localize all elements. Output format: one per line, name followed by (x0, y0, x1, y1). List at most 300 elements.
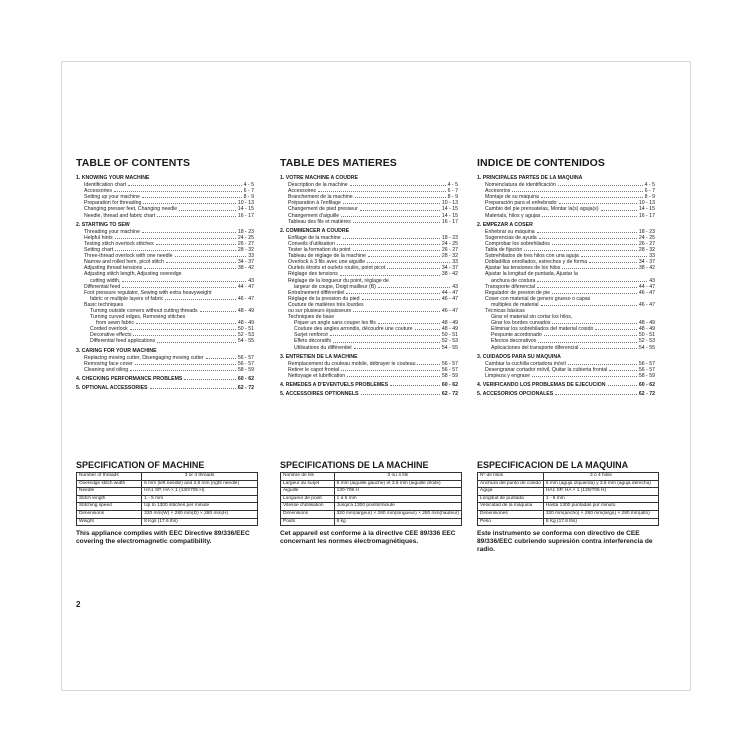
dot-leader (367, 259, 450, 263)
toc-entry-label: 4. CHECKING PERFORMANCE PROBLEMS (76, 375, 183, 382)
toc-entry-label: Narrow and rolled hem, picot stitch (84, 259, 164, 266)
toc-entry-label: Techniques de base (288, 314, 335, 321)
toc-entry-label: Setting up your machine (84, 194, 140, 201)
dot-leader (353, 247, 440, 251)
toc-entry-page: 52 - 53 (638, 338, 655, 345)
toc-entry-page: 46 - 47 (441, 307, 458, 314)
spec-row (281, 495, 462, 503)
toc-entry-label: Entraînement différentiel (288, 289, 345, 296)
toc-entry-page: 56 - 57 (237, 360, 254, 367)
dot-leader (165, 296, 236, 300)
toc-entry-page: 44 - 47 (638, 283, 655, 290)
spec-value: 8 Kgs (17.6 lbs) (142, 518, 258, 526)
spec-row (77, 518, 258, 526)
toc-entry-page: 46 - 47 (441, 295, 458, 302)
toc-entry-label: Preparation for threading (84, 200, 142, 207)
toc-entry-page: 8 - 9 (447, 194, 458, 201)
toc-entry-label: 3. CUIDADOS PARA SU MAQUINA (477, 353, 561, 360)
spec-row (478, 495, 659, 503)
toc-entry-label: 3. ENTRETIEN DE LA MACHINE (280, 353, 358, 360)
toc-entry-page: 24 - 25 (638, 234, 655, 241)
toc-entry-label: Cleaning and oiling (84, 366, 129, 373)
toc-list (76, 175, 254, 391)
toc-entry-label: Accessories (84, 188, 112, 195)
toc-entry (76, 213, 254, 219)
toc-entry-page: 6 - 7 (644, 188, 655, 195)
spec-value: 6 mm (left needle) and 3.8 mm (right needle) (142, 480, 258, 488)
toc-entry (477, 345, 655, 351)
dot-leader (539, 235, 637, 239)
dot-leader (115, 235, 236, 239)
toc-entry-label: Tabla de fijación (485, 247, 523, 254)
toc-entry-page: 34 - 37 (237, 259, 254, 266)
spec-value: HA1 SP, HA × 1 (130/705 H) (142, 488, 258, 496)
toc-section (76, 348, 254, 354)
toc-section (280, 175, 458, 181)
toc-entry-page: 33 (649, 253, 655, 260)
dot-leader (378, 284, 450, 288)
toc-entry-page: 56 - 57 (638, 360, 655, 367)
toc-entry-label: Préparation à l'enfilage (288, 200, 341, 207)
toc-entry-page: 38 - 42 (638, 265, 655, 272)
dot-leader (601, 206, 637, 210)
toc-entry-page: 46 - 47 (638, 301, 655, 308)
toc-entry (280, 219, 458, 225)
toc-entry-label: Cambiar la cuchilla cortadora móvil (485, 360, 566, 367)
toc-entry-page: 43 (452, 283, 458, 290)
spec-key: Anchura del punto de cosido (478, 480, 544, 488)
dot-leader (114, 188, 242, 192)
toc-entry-page: 26 - 27 (638, 240, 655, 247)
toc-entry-page: 6 - 7 (243, 188, 254, 195)
toc-spanish (477, 157, 655, 398)
spec-row (478, 488, 659, 496)
toc-entry-label: Retirer le capot frontal (288, 366, 340, 373)
spec-key: Aguja (478, 488, 544, 496)
toc-entry-page: 50 - 51 (441, 332, 458, 339)
spec-value: 1 - 5 mm (543, 495, 658, 503)
spec-value: 320 mm(ancho) × 280 mm(largo) × 280 mm(alto) (543, 510, 658, 518)
toc-entry-label: cutting width, (90, 277, 121, 284)
toc-entry-label: Basic techniques (84, 301, 124, 308)
dot-leader (206, 355, 236, 359)
spec-row (478, 518, 659, 526)
spec-value: 8 kg (334, 518, 461, 526)
spec-key: Vitesse d'utilisation (281, 503, 335, 511)
toc-entry-label: Comprobar los sobrehilados (485, 240, 550, 247)
spec-row (281, 488, 462, 496)
toc-entry-label: Coser con material de genero grueso o capas (485, 295, 591, 302)
toc-entry-label: 5. ACCESORIOS OPCIONALES (477, 391, 554, 398)
dot-leader (136, 320, 236, 324)
toc-entry-label: Réglage de la pression du pied (288, 295, 360, 302)
toc-section (280, 354, 458, 360)
toc-entry-page: 28 - 32 (441, 253, 458, 260)
toc-entry-page: 38 - 42 (237, 265, 254, 272)
spec-value: 8 Kg (17.6 lbs) (543, 518, 658, 526)
toc-entry-label: Adjusting thread tensions (84, 265, 143, 272)
dot-leader (562, 265, 637, 269)
spec-key: Number of threads (77, 473, 142, 481)
dot-leader (609, 367, 637, 371)
toc-entry-label: 1. KNOWING YOUR MACHINE (76, 175, 150, 181)
spec-key: Longitud de puntada (478, 495, 544, 503)
toc-entry (280, 345, 458, 351)
spec-english (76, 460, 258, 546)
spec-value: HA1 SP, HA × 1 (130/705 H) (543, 488, 658, 496)
dot-leader (354, 345, 440, 349)
spec-key: Peso (478, 518, 544, 526)
toc-entry-page: 60 - 62 (441, 382, 458, 388)
dot-leader (555, 391, 637, 395)
spec-title: ESPECIFICACION DE LA MAQUINA (477, 460, 629, 470)
toc-entry-label: Overlock à 3 fils avec une aiguille (288, 259, 365, 266)
toc-entry-page: 44 - 47 (237, 283, 254, 290)
spec-value: Up to 1300 stitches per minute (142, 503, 258, 511)
toc-entry-page: 26 - 27 (237, 240, 254, 247)
spec-row (478, 503, 659, 511)
toc-entry-page: 56 - 57 (441, 360, 458, 367)
dot-leader (524, 247, 637, 251)
toc-entry-label: Differential feed applications (90, 338, 156, 345)
dot-leader (537, 278, 647, 282)
toc-entry-label: 5. ACCESSOIRES OPTIONNELS (280, 391, 359, 398)
toc-entry-label: Branchement de la machine (288, 194, 353, 201)
toc-section (280, 228, 458, 234)
spec-value: Jusqu'à 1300 points/minute (334, 503, 461, 511)
toc-entry-label: Girar los bordes curvados (491, 320, 551, 327)
toc-entry-label: Surjet renforcé (294, 332, 329, 339)
spec-row (478, 473, 659, 481)
toc-entry-label: Helpful hints (84, 234, 113, 241)
spec-key: Weight (77, 518, 142, 526)
dot-leader (156, 241, 236, 245)
toc-entry-page: 14 - 15 (638, 206, 655, 213)
toc-section (76, 175, 254, 181)
toc-entry-page: 16 - 17 (638, 212, 655, 219)
spec-row (77, 495, 258, 503)
dot-leader (532, 373, 637, 377)
toc-entry-label: Decorative effects (90, 332, 132, 339)
spec-table (477, 472, 659, 526)
toc-entry-label: Ajustar la longitud de puntada, Ajustar la (485, 271, 578, 278)
toc-entry-page: 48 - 49 (237, 307, 254, 314)
dot-leader (580, 345, 636, 349)
spec-value: 1 - 5 mm (142, 495, 258, 503)
toc-english (76, 157, 254, 392)
dot-leader (330, 332, 440, 336)
compliance-note: Este instrumento se conforma con directivo de CEE 89/336/EEC cubriendo supresión contra interferencia de radio. (477, 530, 653, 554)
dot-leader (135, 361, 236, 365)
spec-row (281, 518, 462, 526)
toc-entry (76, 367, 254, 373)
toc-list (280, 175, 458, 397)
dot-leader (175, 253, 247, 257)
spec-title: SPECIFICATION OF MACHINE (76, 460, 205, 470)
toc-entry-page: 58 - 59 (441, 372, 458, 379)
toc-entry-label: Réglage des tensions (288, 271, 338, 278)
dot-leader (415, 326, 440, 330)
toc-entry-label: Nomenclatura de identificación (485, 182, 556, 189)
toc-entry-label: Enfilage de la machine (288, 234, 341, 241)
toc-entry-page: 62 - 72 (441, 391, 458, 398)
toc-entry-page: 18 - 23 (237, 228, 254, 235)
spec-value: 130-705 H (334, 488, 461, 496)
toc-entry-page: 18 - 23 (441, 234, 458, 241)
dot-leader (542, 213, 636, 217)
toc-entry-label: Ourlets étroits et ourlets roulés, point picot (288, 265, 386, 272)
toc-entry-label: largeur de coupe, Doigt mailleur (B) (294, 283, 376, 290)
toc-section (477, 222, 655, 228)
toc-entry-page: 28 - 32 (638, 247, 655, 254)
toc-entry-page: 43 (649, 277, 655, 284)
dot-leader (341, 213, 440, 217)
dot-leader (343, 235, 440, 239)
dot-leader (537, 284, 637, 288)
toc-entry (477, 213, 655, 219)
toc-entry-page: 56 - 57 (441, 366, 458, 373)
dot-leader (142, 194, 242, 198)
spec-key: Stitching speed (77, 503, 142, 511)
dot-leader (343, 200, 440, 204)
toc-entry-label: Tester la formation du point (288, 247, 351, 254)
spec-key: Dimensiones (478, 510, 544, 518)
toc-entry-page: 14 - 15 (441, 206, 458, 213)
toc-entry-page: 33 (452, 259, 458, 266)
dot-leader (130, 367, 236, 371)
toc-entry-label: 2. EMPEZAR A COSER (477, 221, 533, 228)
toc-entry-page: 50 - 51 (638, 332, 655, 339)
spec-value: 320 mm(W) × 280 mm(D) × 280 mm(H) (142, 510, 258, 518)
spec-value: 320 mm(largeur) × 280 mm(longueur) × 280 mm(hauteur) (334, 510, 461, 518)
dot-leader (512, 188, 642, 192)
dot-leader (360, 206, 440, 210)
toc-entry-page: 14 - 15 (441, 212, 458, 219)
page-number: 2 (76, 600, 81, 609)
toc-entry-label: 3. CARING FOR YOUR MACHINE (76, 347, 157, 354)
toc-entry-page: 18 - 23 (638, 228, 655, 235)
toc-entry-page: 58 - 59 (638, 372, 655, 379)
dot-leader (318, 188, 446, 192)
spec-row (77, 473, 258, 481)
dot-leader (387, 265, 440, 269)
toc-entry-label: 1. VOTRE MACHINE A COUDRE (280, 175, 359, 181)
dot-leader (157, 338, 236, 342)
dot-leader (150, 385, 236, 389)
toc-entry-label: Desengranar cortador móvil, Quitar la cubierta frontal (485, 366, 608, 373)
toc-entry-label: Turning outside corners without cutting threads (90, 307, 198, 314)
dot-leader (353, 308, 440, 312)
toc-entry-label: Pespunte acordonado (491, 332, 542, 339)
dot-leader (559, 200, 637, 204)
spec-title: SPECIFICATIONS DE LA MACHINE (280, 460, 429, 470)
spec-value: Hasta 1300 puntadas por minuto (543, 503, 658, 511)
dot-leader (361, 391, 440, 395)
dot-leader (368, 253, 440, 257)
toc-entry-page: 43 (248, 277, 254, 284)
spec-french (280, 460, 462, 546)
toc-entry-page: 52 - 53 (237, 332, 254, 339)
toc-section (477, 354, 655, 360)
toc-entry-label: multiples de material (491, 301, 539, 308)
spec-row (281, 473, 462, 481)
spec-key: Largeur du surjet (281, 480, 335, 488)
toc-entry-label: Three-thread overlock with one needle (84, 253, 173, 260)
dot-leader (122, 284, 236, 288)
toc-entry-label: Corded overlock (90, 326, 128, 333)
toc-entry-page: 48 - 49 (237, 320, 254, 327)
toc-entry-page: 48 - 49 (441, 326, 458, 333)
spec-spanish (477, 460, 659, 554)
toc-section (477, 175, 655, 181)
toc-entry-page: 60 - 62 (638, 382, 655, 388)
spec-value: 6 mm (aguja izquierda) y 3.8 mm (aguja derecha) (543, 480, 658, 488)
spec-key: Velocidad de la máquina (478, 503, 544, 511)
toc-entry-label: Needle, thread and fabric chart (84, 212, 156, 219)
dot-leader (128, 182, 242, 186)
spec-key: Nombre de fils (281, 473, 335, 481)
dot-leader (340, 271, 440, 275)
toc-title: INDICE DE CONTENIDOS (477, 157, 606, 169)
dot-leader (350, 182, 446, 186)
toc-entry (280, 373, 458, 379)
spec-row (77, 503, 258, 511)
toc-entry-page: 52 - 53 (441, 338, 458, 345)
dot-leader (333, 338, 440, 342)
spec-value: 3 ó 4 hilos (543, 473, 658, 481)
toc-entry-page: 16 - 17 (237, 212, 254, 219)
toc-entry-label: Montaje de su máquina (485, 194, 539, 201)
toc-entry-page: 10 - 13 (441, 200, 458, 207)
dot-leader (390, 382, 440, 386)
toc-title: TABLE OF CONTENTS (76, 157, 191, 169)
toc-entry-label: Cambio del pie prensatelas, Montar la(s) aguja(s) (485, 206, 599, 213)
toc-entry-page: 34 - 37 (441, 265, 458, 272)
toc-entry-label: Utilisations du différentiel (294, 344, 352, 351)
toc-entry-label: Nettoyage et lubrification (288, 372, 346, 379)
toc-entry-label: Remplacement du couteau mobile, débrayer le couteau (288, 360, 416, 367)
toc-entry-page: 56 - 57 (237, 354, 254, 361)
dot-leader (346, 290, 439, 294)
toc-entry-label: Limpieza y engrase (485, 372, 530, 379)
dot-leader (337, 241, 440, 245)
dot-leader (166, 259, 236, 263)
dot-leader (552, 241, 637, 245)
spec-key: Dimensions (77, 510, 142, 518)
toc-entry-page: 16 - 17 (441, 218, 458, 225)
toc-entry-page: 8 - 9 (644, 194, 655, 201)
toc-entry-label: Eliminar los sobrehilados del material cosido (491, 326, 594, 333)
toc-entry-label: Réglage de la longueur du point, réglage de (288, 277, 389, 284)
toc-entry-page: 6 - 7 (447, 188, 458, 195)
spec-row (77, 488, 258, 496)
toc-entry-label: 4. REMEDES A D'EVENTUELS PROBLEMES (280, 382, 389, 388)
toc-entry-label: Enhebrar su máquina (485, 228, 535, 235)
toc-entry-page: 4 - 5 (644, 182, 655, 189)
toc-entry-label: Regulador de presion de pie (485, 289, 551, 296)
toc-entry-label: Accesorios (485, 188, 511, 195)
dot-leader (347, 373, 440, 377)
toc-entry-page: 24 - 25 (441, 240, 458, 247)
toc-entry-label: Conseils d'utilisation (288, 240, 335, 247)
dot-leader (568, 361, 637, 365)
toc-entry-label: Couture des angles arrondis, découdre une couture (294, 326, 413, 333)
dot-leader (541, 194, 643, 198)
dot-leader (608, 382, 637, 386)
toc-entry-label: Piquer un angle sans couper les fils (294, 320, 376, 327)
dot-leader (595, 326, 636, 330)
spec-row (281, 503, 462, 511)
toc-entry-label: Girar el material sin cortar los hilos, (491, 314, 573, 321)
dot-leader (378, 320, 440, 324)
dot-leader (200, 308, 236, 312)
spec-row (281, 510, 462, 518)
dot-leader (133, 332, 235, 336)
toc-entry-label: Threading your machine (84, 228, 140, 235)
toc-entry-page: 38 - 42 (441, 271, 458, 278)
toc-section (280, 382, 458, 388)
spec-row (478, 510, 659, 518)
toc-entry-label: Removing face cover (84, 360, 133, 367)
dot-leader (355, 194, 446, 198)
toc-entry-label: ou sur plusieurs épaisseurs (288, 307, 352, 314)
toc-entry-label: Differential feed (84, 283, 121, 290)
toc-entry-label: 2. COMMENCER A COUDRE (280, 227, 350, 234)
toc-entry-label: Sugerencias de ayuda (485, 234, 537, 241)
dot-leader (541, 302, 637, 306)
toc-entry-label: Efectos decorativos (491, 338, 537, 345)
toc-entry-page: 62 - 72 (638, 391, 655, 398)
toc-entry-label: Sobrehilados de tres hilos con una aguja (485, 253, 579, 260)
toc-entry-page: 62 - 72 (237, 385, 254, 391)
toc-entry-label: 1. PRINCIPALES PARTES DE LA MAQUINA (477, 175, 583, 181)
spec-table (76, 472, 258, 526)
dot-leader (537, 229, 637, 233)
toc-entry-page: 48 - 49 (441, 320, 458, 327)
dot-leader (115, 247, 236, 251)
toc-entry-page: 50 - 51 (237, 326, 254, 333)
spec-key: Needle (77, 488, 142, 496)
toc-entry-page: 60 - 62 (237, 375, 254, 382)
toc-entry-label: Transporte diferencial (485, 283, 535, 290)
toc-entry-page: 34 - 37 (638, 259, 655, 266)
toc-list (477, 175, 655, 397)
dot-leader (122, 278, 246, 282)
toc-entry-label: Técnicas básicas (485, 307, 525, 314)
dot-leader (179, 206, 236, 210)
toc-entry-page: 46 - 47 (638, 289, 655, 296)
toc-entry-label: Materials, hilos y agujas (485, 212, 541, 219)
dot-leader (552, 320, 636, 324)
dot-leader (184, 376, 235, 380)
dot-leader (130, 326, 236, 330)
spec-value: 3 or 4 threads (142, 473, 258, 481)
toc-section (76, 385, 254, 391)
dot-leader (558, 182, 643, 186)
toc-entry-page: 24 - 25 (237, 234, 254, 241)
toc-entry-page: 44 - 47 (441, 289, 458, 296)
spec-value: 6 mm (aiguille gauche) et 3.8 mm (aiguille droite) (334, 480, 461, 488)
spec-row (77, 480, 258, 488)
spec-table (280, 472, 462, 526)
spec-row (77, 510, 258, 518)
toc-entry-label: anchura de costura (491, 277, 536, 284)
toc-entry-label: 5. OPTIONAL ACCESSORIES (76, 385, 148, 391)
toc-entry (76, 338, 254, 344)
toc-section (76, 222, 254, 228)
spec-value: 1 à 5 mm (334, 495, 461, 503)
toc-entry-page: 14 - 15 (237, 206, 254, 213)
